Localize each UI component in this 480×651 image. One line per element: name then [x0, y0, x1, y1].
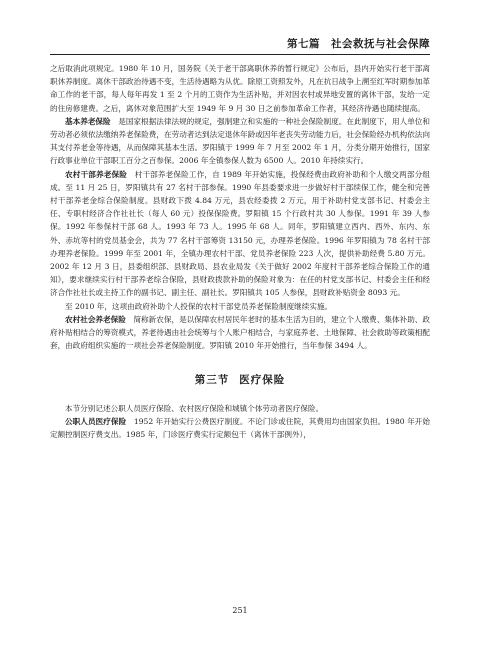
paragraph-basic-pension — [50, 115, 430, 168]
body-text — [50, 62, 430, 441]
paragraph-new-rural-pension — [50, 313, 430, 353]
paragraph-public-medical — [50, 415, 430, 441]
section-title: 医疗保险 — [239, 374, 286, 387]
term-rural-cadre-pension: 农村干部养老保险 — [65, 169, 127, 179]
term-basic-pension: 基本养老保险 — [65, 116, 111, 126]
term-new-rural-pension: 农村社会养老保险 — [65, 314, 126, 324]
basic-pension-text: 是国家根据法律法规的规定，强制建立和实施的一种社会保险制度。在此制度下，用人单位和劳动者必须依法缴纳养老保险费，在劳动者达到法定退休年龄或因年老丧失劳动能力后，社会保险经办机构依法向其支付养老金等待遇，从而保障其基本生活。罗阳镇于 1999 年 7 月至 2002 年 1 月，分类分期开始推行，国家行政事业单位干部职工百分之百参保。2006 年全镇参保人数为 6500 人。2010 年持续实行。 — [50, 116, 431, 166]
public-medical-text: 1952 年开始实行公费医疗制度。不论门诊或住院，其费用均由国家负担。1980 年开始定额控制医疗费支出。1985 年，门诊医疗费实行定额包干（离休干部例外）， — [50, 416, 430, 440]
running-head: 第七篇 社会救抚与社会保障 — [287, 38, 430, 50]
new-rural-text: 简称新农保，是以保障农村居民年老时的基本生活为目的，建立个人缴费、集体补助、政府补贴相结合的筹资模式，养老待遇由社会统筹与个人账户相结合，与家庭养老、土地保障、社会救助等政策相配套，由政府组织实施的一项社会养老保险制度。罗阳镇 2010 年开始推行，当年参保 3494 人。 — [50, 314, 431, 351]
paragraph-retirement-continued: 之后取消此项规定。1980 年 10 月，国务院《关于老干部离职休养的暂行规定》公布后，县内开始实行老干部离职休养制度。离休干部政治待遇不变，生活待遇略为从优。除原工资照发外，凡在抗日战争上溯至红军时期参加革命工作的老干部，每人每年再发 1 至 2 个月的工资作为生活补贴，并对因农村或异地安置的离休干部，发给一定的住房修建费。之后，离休对象范围扩大至 1949 年 9 月 30 日之前参加革命工作者，其经济待遇也随续提高。 — [50, 64, 430, 113]
header-rule — [50, 54, 430, 55]
term-public-medical: 公职人员医疗保险 — [65, 416, 127, 426]
paragraph-rural-cadre-pension — [50, 168, 430, 300]
page-number: 251 — [232, 606, 248, 615]
paragraph-rural-cadre-after: 至 2010 年，这项由政府补助个人投保的农村干部党员养老保险制度继续实施。 — [65, 301, 333, 311]
paragraph-section-intro: 本节分别记述公职人员医疗保险、农村医疗保险和城镇个体劳动者医疗保险。 — [65, 403, 324, 413]
rural-cadre-text: 村干部养老保险工作，自 1989 年开始实施，投保经费由政府补助和个人缴交两部分组成。至 11 月 25 日，罗阳镇共有 27 名村干部参保。1990 年县委要求进一步做好村干部续保工作，健全和完善村干部养老金综合保险制度。县财政下拨 4.84 万元，县农经委拨 2 万元，用于补助村党支部书记、村委会主任、专职村经济合作社社长（每人 60 元）投保保险费。罗阳镇 15 个行政村共 30 人参保。1991 年 39 人参保。1992 年参保村干部 68 人。1993 年 73 人。1995 年 68 人。同年，罗阳镇建立西内、西外、东内、东外、赤坑等村的党员基金会，共为 77 名村干部筹资 13150 元，办理养老保险。1996 年罗阳镇为 78 名村干部办理养老保险。1999 年至 2001 年，全镇办理农村干部、党员养老保险 223 人次，提供补助经费 5.80 万元。2002 年 12 月 3 日，县委组织部、县财政局、县农业局发《关于做好 2002 年度村干部养老综合保险工作的通知》，要求继续实行村干部养老综合保险，县财政拨款补助的保险对象为：在任的村党支部书记、村委会主任和经济合作社社长或主持工作的副书记、副主任、副社长。罗阳镇共 105 人参保，县财政补贴资金 8093 元。 — [50, 169, 431, 298]
section-heading — [50, 374, 430, 387]
section-number: 第三节 — [194, 374, 230, 387]
